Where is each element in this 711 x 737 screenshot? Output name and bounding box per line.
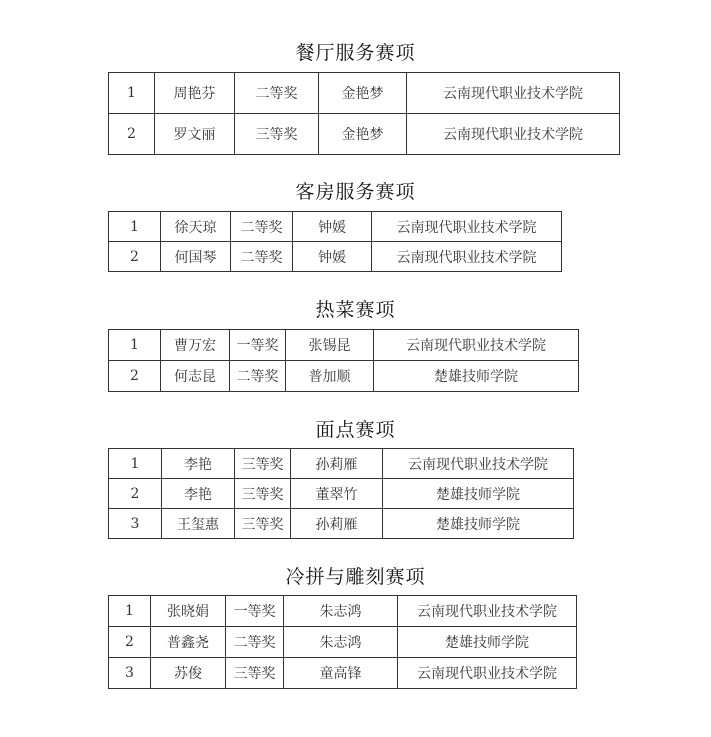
results-table-cold-platter-carving [108, 595, 577, 689]
coach-cell: 朱志鸿 [284, 627, 398, 658]
contestant-cell: 何国琴 [161, 242, 231, 272]
school-cell: 云南现代职业技术学院 [407, 73, 620, 114]
school-cell: 云南现代职业技术学院 [372, 212, 562, 242]
school-cell: 楚雄技师学院 [398, 627, 577, 658]
rank-cell: 1 [109, 212, 161, 242]
coach-cell: 普加顺 [286, 361, 374, 392]
rank-cell: 1 [109, 596, 151, 627]
school-cell: 楚雄技师学院 [374, 361, 579, 392]
award-cell: 三等奖 [235, 509, 291, 539]
award-cell: 三等奖 [235, 114, 319, 155]
award-cell: 二等奖 [231, 242, 293, 272]
table-row [109, 361, 579, 392]
award-cell: 三等奖 [235, 479, 291, 509]
table-row [109, 479, 574, 509]
coach-cell: 孙莉雁 [291, 509, 383, 539]
rank-cell: 3 [109, 658, 151, 689]
contestant-cell: 罗文丽 [155, 114, 235, 155]
school-cell: 楚雄技师学院 [383, 479, 574, 509]
school-cell: 云南现代职业技术学院 [372, 242, 562, 272]
award-cell: 二等奖 [226, 627, 284, 658]
results-table-housekeeping-service [108, 211, 562, 272]
table-row [109, 73, 620, 114]
contestant-cell: 张晓娟 [151, 596, 226, 627]
coach-cell: 金艳梦 [319, 73, 407, 114]
contestant-cell: 李艳 [162, 449, 235, 479]
rank-cell: 1 [109, 449, 162, 479]
table-row [109, 330, 579, 361]
table-row [109, 596, 577, 627]
section-title-hot-dishes: 热菜赛项 [315, 299, 396, 321]
rank-cell: 1 [109, 73, 155, 114]
contestant-cell: 普鑫尧 [151, 627, 226, 658]
contestant-cell: 苏俊 [151, 658, 226, 689]
table-row [109, 658, 577, 689]
coach-cell: 钟媛 [293, 212, 372, 242]
table-row [109, 114, 620, 155]
award-cell: 三等奖 [226, 658, 284, 689]
results-table-pastry [108, 448, 574, 539]
school-cell: 云南现代职业技术学院 [398, 658, 577, 689]
table-row [109, 449, 574, 479]
award-cell: 一等奖 [226, 596, 284, 627]
coach-cell: 张锡昆 [286, 330, 374, 361]
award-cell: 一等奖 [230, 330, 286, 361]
school-cell: 云南现代职业技术学院 [407, 114, 620, 155]
rank-cell: 2 [109, 114, 155, 155]
contestant-cell: 曹万宏 [161, 330, 230, 361]
table-row [109, 242, 562, 272]
results-table-restaurant-service [108, 72, 620, 155]
rank-cell: 2 [109, 479, 162, 509]
contestant-cell: 王玺惠 [162, 509, 235, 539]
section-title-pastry: 面点赛项 [315, 419, 396, 441]
coach-cell: 董翠竹 [291, 479, 383, 509]
contestant-cell: 周艳芬 [155, 73, 235, 114]
rank-cell: 2 [109, 627, 151, 658]
coach-cell: 孙莉雁 [291, 449, 383, 479]
table-row [109, 212, 562, 242]
contestant-cell: 李艳 [162, 479, 235, 509]
coach-cell: 童高锋 [284, 658, 398, 689]
rank-cell: 1 [109, 330, 161, 361]
rank-cell: 2 [109, 361, 161, 392]
coach-cell: 朱志鸿 [284, 596, 398, 627]
school-cell: 云南现代职业技术学院 [374, 330, 579, 361]
award-cell: 二等奖 [235, 73, 319, 114]
award-cell: 二等奖 [230, 361, 286, 392]
section-title-restaurant-service: 餐厅服务赛项 [295, 42, 416, 64]
rank-cell: 2 [109, 242, 161, 272]
table-row [109, 509, 574, 539]
results-table-hot-dishes [108, 329, 579, 392]
section-title-cold-platter-carving: 冷拼与雕刻赛项 [285, 566, 426, 588]
contestant-cell: 徐天琼 [161, 212, 231, 242]
school-cell: 云南现代职业技术学院 [398, 596, 577, 627]
rank-cell: 3 [109, 509, 162, 539]
school-cell: 楚雄技师学院 [383, 509, 574, 539]
contestant-cell: 何志昆 [161, 361, 230, 392]
award-cell: 三等奖 [235, 449, 291, 479]
award-cell: 二等奖 [231, 212, 293, 242]
section-title-housekeeping-service: 客房服务赛项 [295, 181, 416, 203]
coach-cell: 金艳梦 [319, 114, 407, 155]
school-cell: 云南现代职业技术学院 [383, 449, 574, 479]
table-row [109, 627, 577, 658]
coach-cell: 钟媛 [293, 242, 372, 272]
